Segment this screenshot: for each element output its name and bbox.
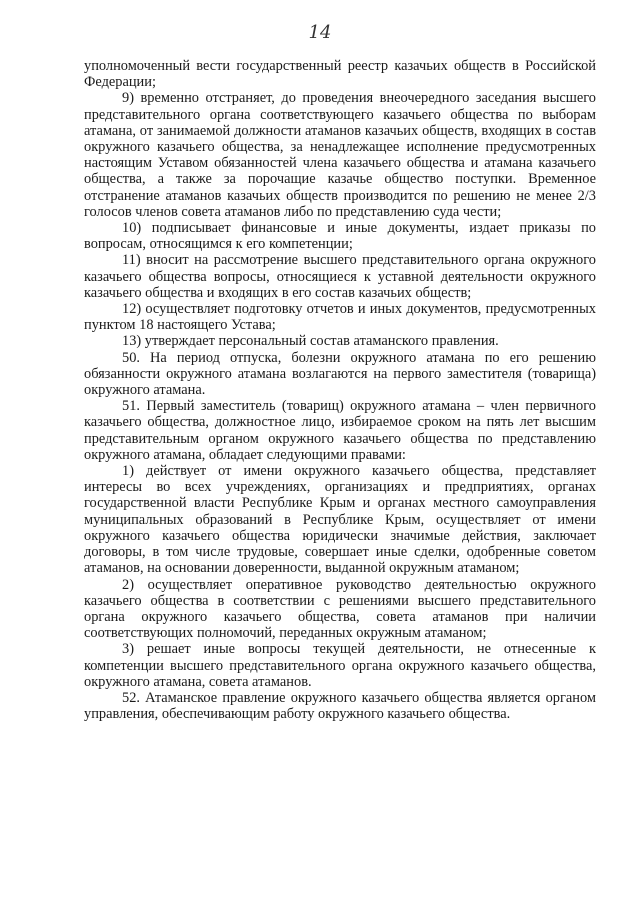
paragraph-item-10: 10) подписывает финансовые и иные документы, издает приказы по вопросам, относящимся к его компетенции; xyxy=(84,220,596,253)
paragraph-section-52: 52. Атаманское правление окружного казачьего общества является органом управления, обеспечивающим работу окружного казачьего общества. xyxy=(84,689,596,723)
paragraph-item-11: 11) вносит на рассмотрение высшего представительного органа окружного казачьего общества вопросы, относящиеся к уставной деятельности окружного казачьего общества и входящих в его состав казачьих обществ; xyxy=(84,252,596,301)
page-number: 14 xyxy=(308,22,332,43)
document-body xyxy=(84,58,596,722)
paragraph-item-13: 13) утверждает персональный состав атаманского правления. xyxy=(122,333,499,350)
paragraph-right-3: 3) решает иные вопросы текущей деятельности, не отнесенные к компетенции высшего представительного органа окружного казачьего общества, окружного атамана, совета атаманов. xyxy=(84,641,596,690)
paragraph-section-50: 50. На период отпуска, болезни окружного атамана по его решению обязанности окружного атамана возлагаются на первого заместителя (товарища) окружного атамана. xyxy=(84,349,596,399)
paragraph-section-51: 51. Первый заместитель (товарищ) окружного атамана – член первичного казачьего общества, должностное лицо, избираемое сроком на пять лет высшим представительным органом окружного казачьего общества по представлению окружного атамана, обладает следующими правами: xyxy=(84,398,596,463)
paragraph-right-2: 2) осуществляет оперативное руководство деятельностью окружного казачьего общества в соответствии с решениями высшего представительного органа окружного казачьего общества, совета атаманов при наличии соответствующих полномочий, переданных окружным атаманом; xyxy=(84,576,596,642)
paragraph-right-1: 1) действует от имени окружного казачьего общества, представляет интересы во всех учреждениях, организациях и предприятиях, органах государственной власти Республике Крым и органах местного самоуправления муниципальных образований в Республике Крым, осуществляет от имени окружного казачьего общества юридически значимые действия, заключает договоры, в том числе трудовые, совершает иные сделки, одобренные советом атаманов, на основании доверенности, выданной окружным атаманом; xyxy=(84,463,596,577)
paragraph-item-9: 9) временно отстраняет, до проведения внеочередного заседания высшего представительного органа соответствующего казачьего общества по выборам атамана, от занимаемой должности атаманов казачьих обществ, входящих в состав окружного казачьего общества, за ненадлежащее исполнение предусмотренных настоящим Уставом обязанностей члена казачьего общества и атамана казачьего общества, а также за порочащие казачье общество поступки. Временное отстранение атаманов казачьих обществ производится по решению не менее 2/3 голосов членов совета атаманов либо по представлению суда чести; xyxy=(84,90,596,220)
paragraph-continuation: уполномоченный вести государственный реестр казачьих обществ в Российской Федерации; xyxy=(84,58,596,91)
paragraph-item-12: 12) осуществляет подготовку отчетов и иных документов, предусмотренных пунктом 18 настоящего Устава; xyxy=(84,301,596,334)
